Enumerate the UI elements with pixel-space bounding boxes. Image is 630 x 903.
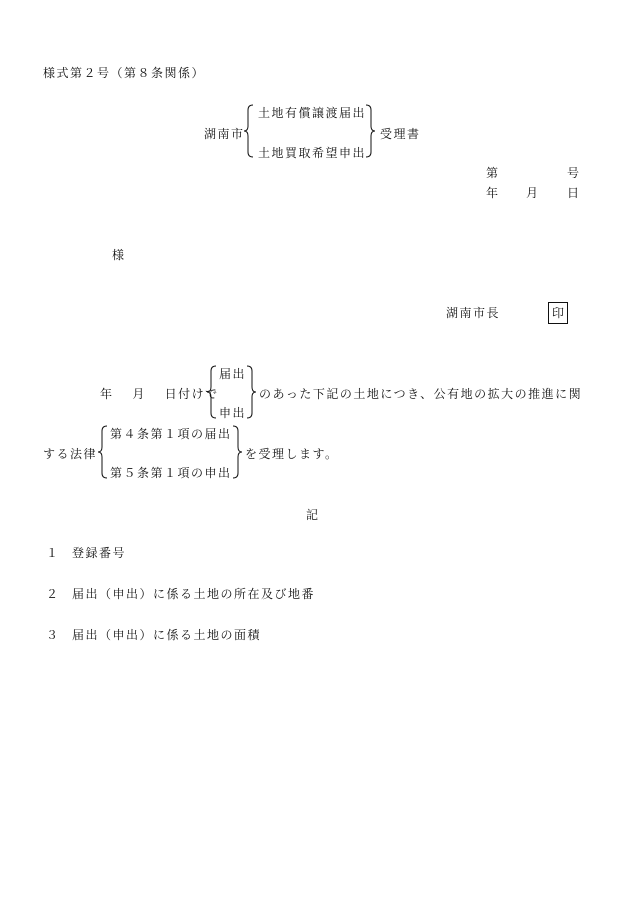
body-option-request: 申出: [219, 406, 247, 420]
item-number: １: [46, 546, 60, 560]
date-day: 日: [567, 186, 581, 200]
body-text-line2-suffix: を受理します。: [245, 447, 339, 461]
title-suffix: 受理書: [380, 127, 421, 141]
form-number: 様式第２号（第８条関係）: [43, 66, 206, 80]
item-label-land-location: 届出（申出）に係る土地の所在及び地番: [72, 587, 316, 601]
title-right-brace: [364, 104, 376, 158]
title-option-purchase: 土地買取希望申出: [258, 146, 367, 160]
record-heading: 記: [306, 508, 320, 522]
date-month: 月: [526, 186, 540, 200]
item-label-registration-number: 登録番号: [72, 546, 127, 560]
item-label-land-area: 届出（申出）に係る土地の面積: [72, 628, 262, 642]
body-left-brace: [206, 365, 218, 419]
item-number: ３: [46, 628, 60, 642]
title-prefix: 湖南市: [204, 127, 245, 141]
body-law-prefix: する法律: [43, 447, 98, 461]
body-right-brace: [245, 365, 257, 419]
title-left-brace: [243, 104, 255, 158]
title-option-transfer: 土地有償譲渡届出: [258, 106, 367, 120]
seal-stamp: 印: [548, 302, 568, 324]
date-year: 年: [486, 186, 500, 200]
doc-number-suffix: 号: [567, 166, 581, 180]
law-left-brace: [97, 425, 109, 479]
body-date-prefix: 年 月 日付けで: [100, 387, 219, 401]
body-text-line1: のあった下記の土地につき、公有地の拡大の推進に関: [259, 387, 583, 401]
law-option-article5: 第５条第１項の申出: [110, 466, 232, 480]
law-option-article4: 第４条第１項の届出: [110, 427, 232, 441]
law-right-brace: [231, 425, 243, 479]
issuer-title: 湖南市長: [446, 306, 501, 320]
doc-number-label: 第: [486, 166, 500, 180]
body-option-notification: 届出: [219, 367, 247, 381]
addressee-suffix: 様: [112, 248, 126, 262]
item-number: ２: [46, 587, 60, 601]
